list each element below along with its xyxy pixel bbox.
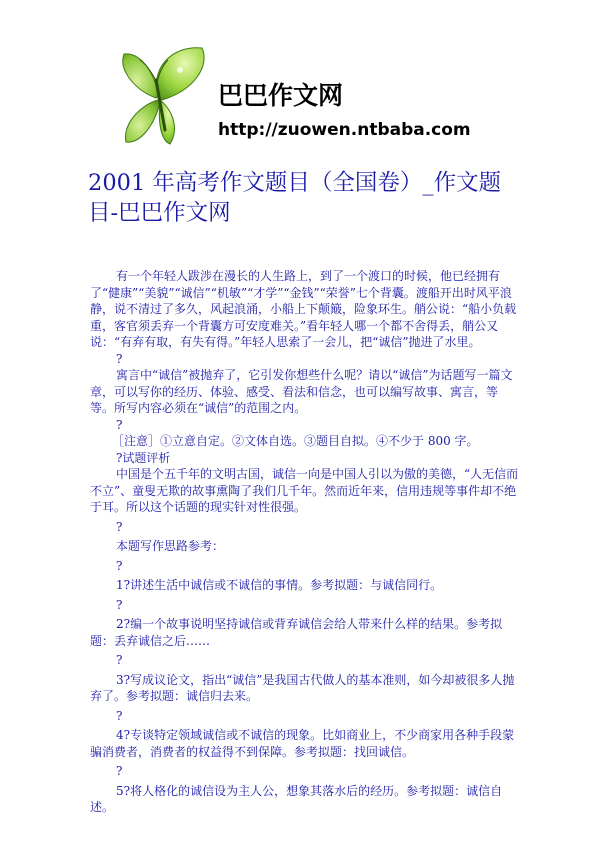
question-mark: ? xyxy=(116,351,123,366)
butterfly-icon xyxy=(110,40,220,150)
approach-heading: 本题写作思路参考： xyxy=(116,539,225,553)
approach-point-4: 4?专谈特定领域诚信或不诚信的现象。比如商业上，不少商家用各种手段蒙骗消费者，消费者的权益得不到保障。参考拟题：找回诚信。 xyxy=(90,728,515,759)
site-logo[interactable] xyxy=(110,40,470,150)
question-mark: ? xyxy=(116,558,123,573)
question-mark: ? xyxy=(116,417,123,432)
question-mark: ? xyxy=(116,519,123,534)
analysis-paragraph: 中国是个五千年的文明古国，诚信一向是中国人引以为傲的美德，“人无信而不立”、童叟无欺的故事熏陶了我们几千年。然而近年来，信用违规等事件却不绝于耳。所以这个话题的现实针对性很强。 xyxy=(90,467,519,514)
approach-point-2: 2?编一个故事说明坚持诚信或背弃诚信会给人带来什么样的结果。参考拟题：丢弃诚信之后…… xyxy=(90,617,503,648)
approach-point-1: 1?讲述生活中诚信或不诚信的事情。参考拟题：与诚信同行。 xyxy=(116,578,443,592)
note-line: ［注意］①立意自定。②文体自选。③题目自拟。④不少于 800 字。 xyxy=(112,434,479,448)
approach-point-3: 3?写成议论文，指出“诚信”是我国古代做人的基本准则，如今却被很多人抛弃了。参考拟题：诚信归去来。 xyxy=(90,672,515,703)
question-mark: ? xyxy=(116,708,123,723)
question-mark: ? xyxy=(116,653,123,667)
site-name: 巴巴作文网 xyxy=(218,81,344,110)
story-paragraph: 有一个年轻人跋涉在漫长的人生路上，到了一个渡口的时候，他已经拥有了“健康”“美貌”“诚信”“机敏”“才学”“金钱”“荣誉”七个背囊。渡船开出时风平浪静，说不清过了多久，风起浪涌，小船上下颠簸，险象环生。艄公说：“船小负载重，客官须丢弃一个背囊方可安度难关。”看年轻人哪一个都不舍得丢，艄公又说：“有弃有取，有失有得。”年轻人思索了一会儿，把“诚信”抛进了水里。 xyxy=(90,269,517,349)
question-mark: ? xyxy=(116,597,123,612)
question-mark: ? xyxy=(116,764,123,778)
analysis-heading: ?试题评析 xyxy=(116,450,171,465)
approach-point-5: 5?将人格化的诚信设为主人公，想象其落水后的经历。参考拟题：诚信自述。 xyxy=(90,783,503,814)
site-url-link[interactable]: http://zuowen.ntbaba.com xyxy=(218,120,471,140)
page-title: 2001 年高考作文题目（全国卷）_作文题目-巴巴作文网 xyxy=(88,170,502,226)
article-body xyxy=(90,268,520,816)
prompt-paragraph: 寓言中“诚信”被抛弃了，它引发你想些什么呢？请以“诚信”为话题写一篇文章，可以写你的经历、体验、感受、看法和信念，也可以编写故事、寓言，等等。所写内容必须在“诚信”的范围之内。 xyxy=(90,368,513,415)
